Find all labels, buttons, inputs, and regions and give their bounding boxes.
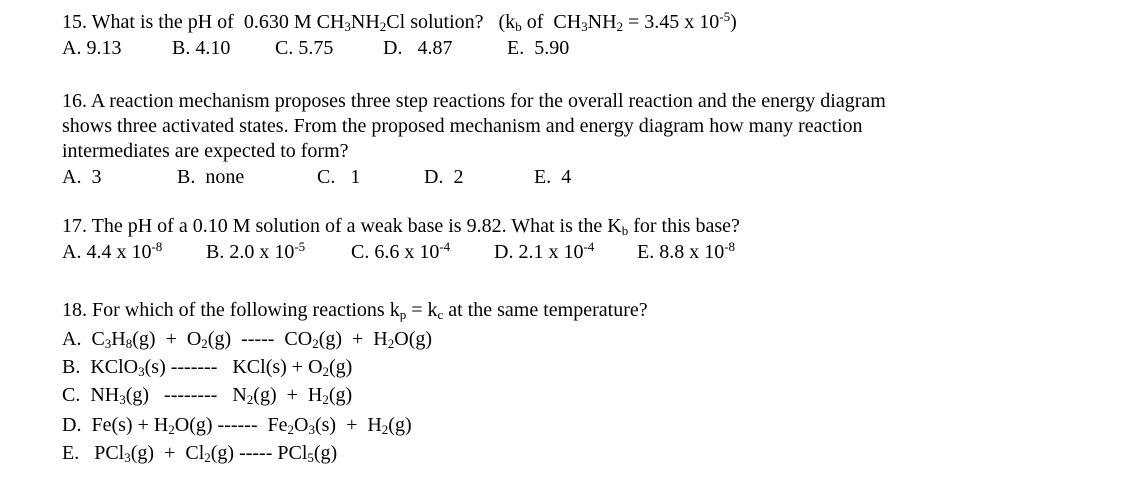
question-15-number: 15. — [62, 11, 87, 33]
question-15-stem — [62, 10, 737, 34]
option-d[interactable]: D. 2 — [424, 166, 464, 188]
option-e[interactable]: E. 8.8 x $10^{-8}$ — [637, 239, 736, 263]
option-e[interactable]: E. 4 — [534, 166, 572, 188]
option-c[interactable]: C. 5.75 — [275, 37, 334, 59]
option-b[interactable]: B. none — [177, 166, 245, 188]
option-d[interactable]: D. 4.87 — [383, 37, 453, 59]
question-16-number: 16. — [62, 90, 87, 112]
option-b[interactable]: B. 4.10 — [172, 37, 231, 59]
reaction-option-a[interactable]: A. $C_3H_8(g) + O_2(g)$ ----- $CO_2(g) + H_2O(g)$ — [62, 328, 433, 351]
option-c[interactable]: C. 1 — [317, 166, 361, 188]
option-b[interactable]: B. 2.0 x $10^{-5}$ — [206, 239, 306, 263]
question-16-text-3: intermediates are expected to form? — [62, 140, 349, 162]
reaction-option-b[interactable]: B. KClO$_3$(s) ------- $KCl(s) + O_2(g)$ — [62, 356, 353, 379]
question-17-text: The pH of a 0.10 M solution of a weak base is 9.82. What is the $K_b$ for this base? — [91, 215, 740, 238]
question-15-text: What is the pH of 0.630 M $CH_3NH_2Cl$ solution? ($k_b$ of $CH_3NH_2 = 3.45$ x $10^{-5}$) — [91, 9, 737, 34]
question-17-number: 17. — [62, 215, 87, 237]
reaction-option-d[interactable]: D. $Fe(s) + H_2O(g)$ ------ $Fe_2O_3(s) + H_2(g)$ — [62, 414, 412, 437]
question-16-stem-line-2 — [62, 114, 863, 138]
option-c[interactable]: C. 6.6 x $10^{-4}$ — [351, 239, 451, 263]
question-16-text-2: shows three activated states. From the proposed mechanism and energy diagram how many reaction — [62, 115, 863, 137]
option-a[interactable]: A. 3 — [62, 166, 102, 188]
option-a[interactable]: A. 4.4 x $10^{-8}$ — [62, 239, 163, 263]
question-18-text: For which of the following reactions $k_p = k_c$ at the same temperature? — [92, 299, 648, 322]
option-d[interactable]: D. 2.1 x $10^{-4}$ — [494, 239, 595, 263]
question-18-number: 18. — [62, 299, 87, 321]
question-18-stem — [62, 298, 648, 322]
question-16-stem-line-1 — [62, 89, 886, 113]
question-16-stem-line-3 — [62, 139, 349, 163]
option-e[interactable]: E. 5.90 — [507, 37, 570, 59]
question-16-text-1: A reaction mechanism proposes three step reactions for the overall reaction and the energy diagram — [90, 90, 886, 112]
option-a[interactable]: A. 9.13 — [62, 37, 122, 59]
reaction-option-e[interactable]: E. $PCl_3(g) + Cl_2(g)$ ----- PCl$_5$(g) — [62, 442, 338, 465]
reaction-option-c[interactable]: C. $NH_3(g)$ -------- $N_2(g) + H_2(g)$ — [62, 384, 353, 407]
question-17-stem — [62, 214, 740, 238]
